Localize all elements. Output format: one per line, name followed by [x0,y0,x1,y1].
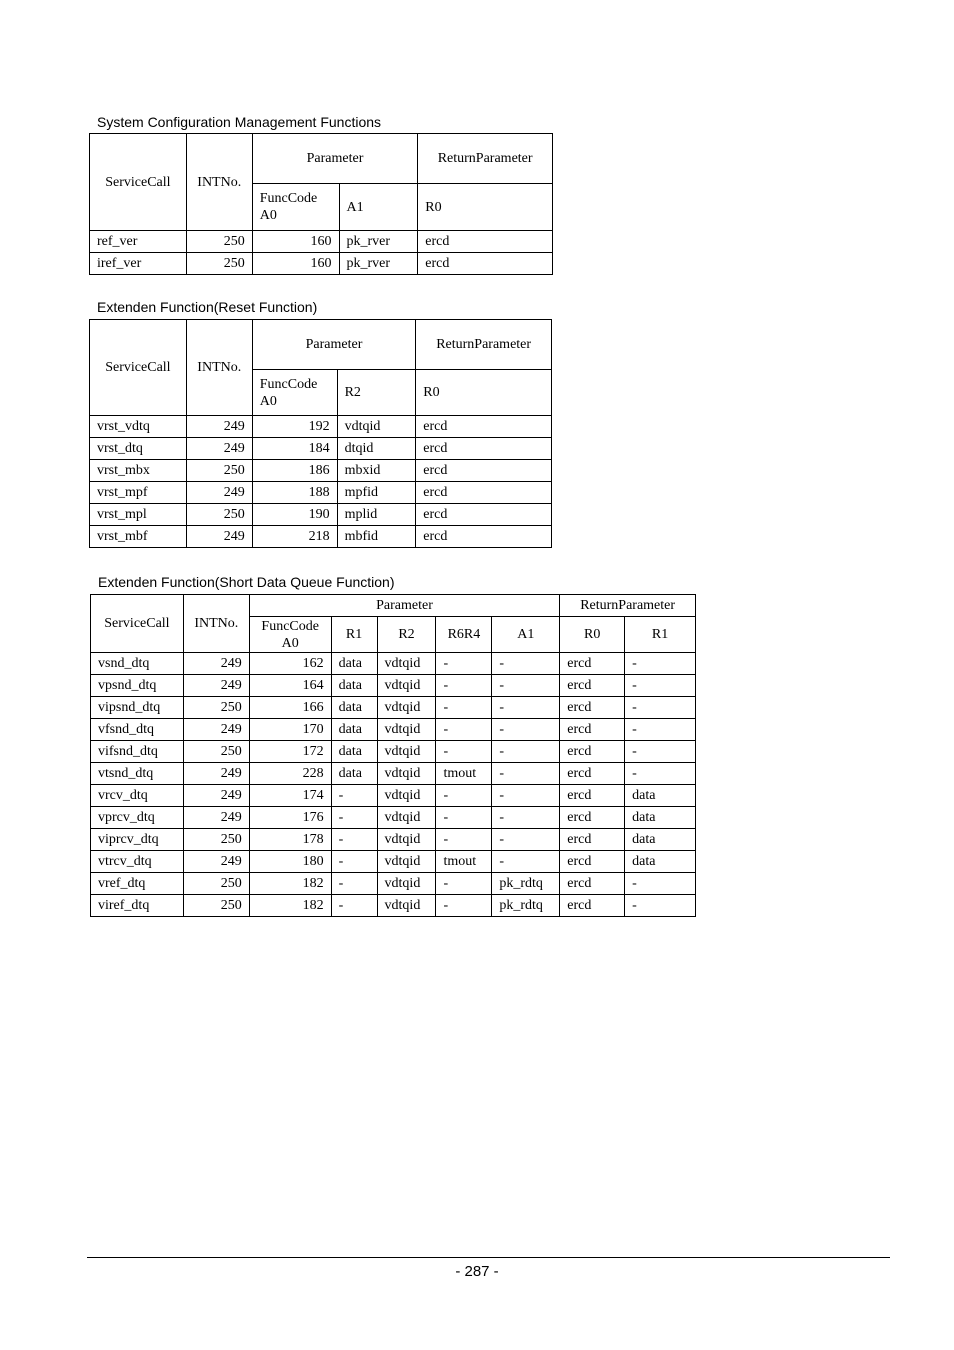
table-cell: ref_ver [90,231,187,253]
table-cell: ercd [418,231,553,253]
header-parameter: Parameter [252,320,416,370]
table-cell: - [625,653,696,675]
table-cell: mbfid [337,526,416,548]
table-cell: vrst_mpf [90,482,187,504]
table-cell: vdtqid [377,895,436,917]
table-cell: 184 [252,438,337,460]
table-cell: data [331,763,377,785]
table-cell: 170 [249,719,331,741]
table-cell: - [436,895,492,917]
table-cell: ercd [560,653,625,675]
table-row [91,829,696,851]
table-cell: 249 [186,438,252,460]
table-cell: viref_dtq [91,895,184,917]
table-row [91,653,696,675]
table-cell: - [436,675,492,697]
header-ret-r1: R1 [625,617,696,653]
table-cell: viprcv_dtq [91,829,184,851]
table-cell: vrst_dtq [90,438,187,460]
table-cell: - [492,719,560,741]
table-cell: - [492,741,560,763]
table-cell: pk_rver [339,253,418,275]
table-cell: - [331,807,377,829]
table-cell: vrst_vdtq [90,416,187,438]
table-cell: ercd [560,719,625,741]
table-cell: vprcv_dtq [91,807,184,829]
table-cell: 249 [183,763,249,785]
header-service-call: ServiceCall [91,595,184,653]
table-cell: 249 [186,482,252,504]
table-cell: ercd [560,785,625,807]
page-number: - 287 - [455,1263,499,1280]
table-cell: 176 [249,807,331,829]
table-cell: pk_rdtq [492,873,560,895]
table-cell: vsnd_dtq [91,653,184,675]
table-cell: ercd [560,873,625,895]
table-row [91,785,696,807]
table-cell: vpsnd_dtq [91,675,184,697]
table-cell: vdtqid [377,873,436,895]
table-cell: - [436,785,492,807]
table-cell: 250 [186,253,252,275]
header-r2: R2 [377,617,436,653]
table-cell: 174 [249,785,331,807]
table-cell: vdtqid [377,851,436,873]
header-int-no: INTNo. [186,320,252,416]
table-row [90,416,552,438]
table-cell: - [625,697,696,719]
table-cell: mpfid [337,482,416,504]
table-cell: 250 [183,895,249,917]
table-row [91,719,696,741]
table-cell: data [331,697,377,719]
table-row [90,526,552,548]
header-parameter: Parameter [252,134,418,184]
table-cell: - [331,873,377,895]
table-row [90,438,552,460]
table-cell: dtqid [337,438,416,460]
table-cell: vtsnd_dtq [91,763,184,785]
table-cell: data [331,719,377,741]
table-cell: vdtqid [377,785,436,807]
table-cell: vdtqid [377,807,436,829]
table-row [91,763,696,785]
table-cell: vipsnd_dtq [91,697,184,719]
table-cell: - [492,807,560,829]
table-row [90,504,552,526]
table-row [90,460,552,482]
table-cell: data [625,807,696,829]
table-cell: vifsnd_dtq [91,741,184,763]
table-cell: vdtqid [377,829,436,851]
table-cell: pk_rdtq [492,895,560,917]
table-cell: vdtqid [377,763,436,785]
table-cell: ercd [560,675,625,697]
table-cell: vdtqid [377,741,436,763]
table-cell: mbxid [337,460,416,482]
table-cell: data [331,653,377,675]
table-cell: ercd [416,482,552,504]
table-cell: 250 [183,873,249,895]
table-cell: 249 [186,416,252,438]
short-data-queue-table [90,594,696,917]
table-cell: data [331,675,377,697]
table-cell: - [331,785,377,807]
table-cell: 178 [249,829,331,851]
table-cell: vdtqid [377,697,436,719]
table-cell: vrst_mpl [90,504,187,526]
table-cell: vref_dtq [91,873,184,895]
table-cell: ercd [416,416,552,438]
table-cell: - [436,697,492,719]
header-ret-r0: R0 [560,617,625,653]
table-cell: data [625,785,696,807]
system-config-table [89,133,553,275]
reset-function-table [89,319,552,548]
table-cell: 166 [249,697,331,719]
header-return-parameter: ReturnParameter [560,595,696,617]
table-cell: mplid [337,504,416,526]
table-cell: 164 [249,675,331,697]
table-cell: 250 [183,697,249,719]
header-func-code: FuncCode A0 [252,370,337,416]
table-cell: - [625,873,696,895]
table-cell: 160 [252,253,339,275]
table-cell: tmout [436,763,492,785]
table-cell: 218 [252,526,337,548]
table-cell: - [492,653,560,675]
table-cell: 190 [252,504,337,526]
table-cell: - [436,873,492,895]
table-cell: 188 [252,482,337,504]
table-cell: vfsnd_dtq [91,719,184,741]
table-cell: ercd [416,504,552,526]
table-cell: - [436,741,492,763]
table-cell: vdtqid [377,675,436,697]
table-cell: data [625,829,696,851]
table-cell: 249 [183,851,249,873]
table2-caption: Extenden Function(Reset Function) [97,299,318,315]
table-cell: - [436,719,492,741]
table-row [91,895,696,917]
header-a1: A1 [339,184,418,231]
table-cell: vrst_mbf [90,526,187,548]
table-cell: 228 [249,763,331,785]
table-cell: - [331,851,377,873]
table-cell: vrcv_dtq [91,785,184,807]
table-cell: 249 [183,653,249,675]
header-r2: R2 [337,370,416,416]
table-cell: - [331,895,377,917]
table-cell: - [625,719,696,741]
table-cell: 249 [183,785,249,807]
table-cell: - [492,851,560,873]
table-cell: vdtqid [377,653,436,675]
table-cell: ercd [416,526,552,548]
table-cell: vrst_mbx [90,460,187,482]
table-cell: - [625,675,696,697]
table-cell: 249 [183,719,249,741]
table-cell: 186 [252,460,337,482]
table-cell: 250 [186,504,252,526]
table-cell: ercd [560,697,625,719]
table-row [91,807,696,829]
table-cell: ercd [560,851,625,873]
table-cell: 162 [249,653,331,675]
table-cell: 250 [183,741,249,763]
header-int-no: INTNo. [186,134,252,231]
header-func-code: FuncCode A0 [252,184,339,231]
header-func-code: FuncCode A0 [249,617,331,653]
table-cell: iref_ver [90,253,187,275]
header-return-parameter: ReturnParameter [416,320,552,370]
table1-caption: System Configuration Management Functions [97,114,382,130]
table-cell: ercd [560,741,625,763]
table-cell: 250 [183,829,249,851]
table-row [90,482,552,504]
table-cell: - [492,829,560,851]
header-service-call: ServiceCall [90,134,187,231]
table-cell: vdtqid [337,416,416,438]
table-cell: ercd [560,807,625,829]
table-row [91,851,696,873]
table-cell: - [492,675,560,697]
table-cell: vtrcv_dtq [91,851,184,873]
table-cell: 250 [186,460,252,482]
table-row [91,741,696,763]
header-r0: R0 [418,184,553,231]
table-row [90,253,553,275]
table-cell: - [492,763,560,785]
table-cell: ercd [418,253,553,275]
table-cell: 160 [252,231,339,253]
table-cell: 249 [183,807,249,829]
header-r6r4: R6R4 [436,617,492,653]
header-a1: A1 [492,617,560,653]
table-cell: data [331,741,377,763]
header-r1: R1 [331,617,377,653]
header-r0: R0 [416,370,552,416]
table-cell: pk_rver [339,231,418,253]
table3-caption: Extenden Function(Short Data Queue Function) [98,574,395,590]
header-service-call: ServiceCall [90,320,187,416]
table-cell: 250 [186,231,252,253]
table-cell: 192 [252,416,337,438]
table-cell: vdtqid [377,719,436,741]
table-cell: 182 [249,873,331,895]
table-cell: - [625,895,696,917]
table-cell: 249 [183,675,249,697]
table-cell: - [436,653,492,675]
table-row [90,231,553,253]
table-cell: - [331,829,377,851]
footer-rule [87,1257,890,1258]
table-cell: - [436,829,492,851]
table-row [91,873,696,895]
table-row [91,675,696,697]
header-parameter: Parameter [249,595,560,617]
table-cell: ercd [560,763,625,785]
table-cell: - [492,785,560,807]
table-cell: tmout [436,851,492,873]
table-cell: 249 [186,526,252,548]
table-cell: ercd [560,829,625,851]
table-cell: ercd [416,460,552,482]
table-cell: - [625,763,696,785]
table-cell: ercd [560,895,625,917]
table-cell: 180 [249,851,331,873]
table-cell: data [625,851,696,873]
header-int-no: INTNo. [183,595,249,653]
header-return-parameter: ReturnParameter [418,134,553,184]
table-row [91,697,696,719]
table-cell: 172 [249,741,331,763]
table-cell: 182 [249,895,331,917]
table-cell: ercd [416,438,552,460]
table-cell: - [625,741,696,763]
table-cell: - [492,697,560,719]
table-cell: - [436,807,492,829]
